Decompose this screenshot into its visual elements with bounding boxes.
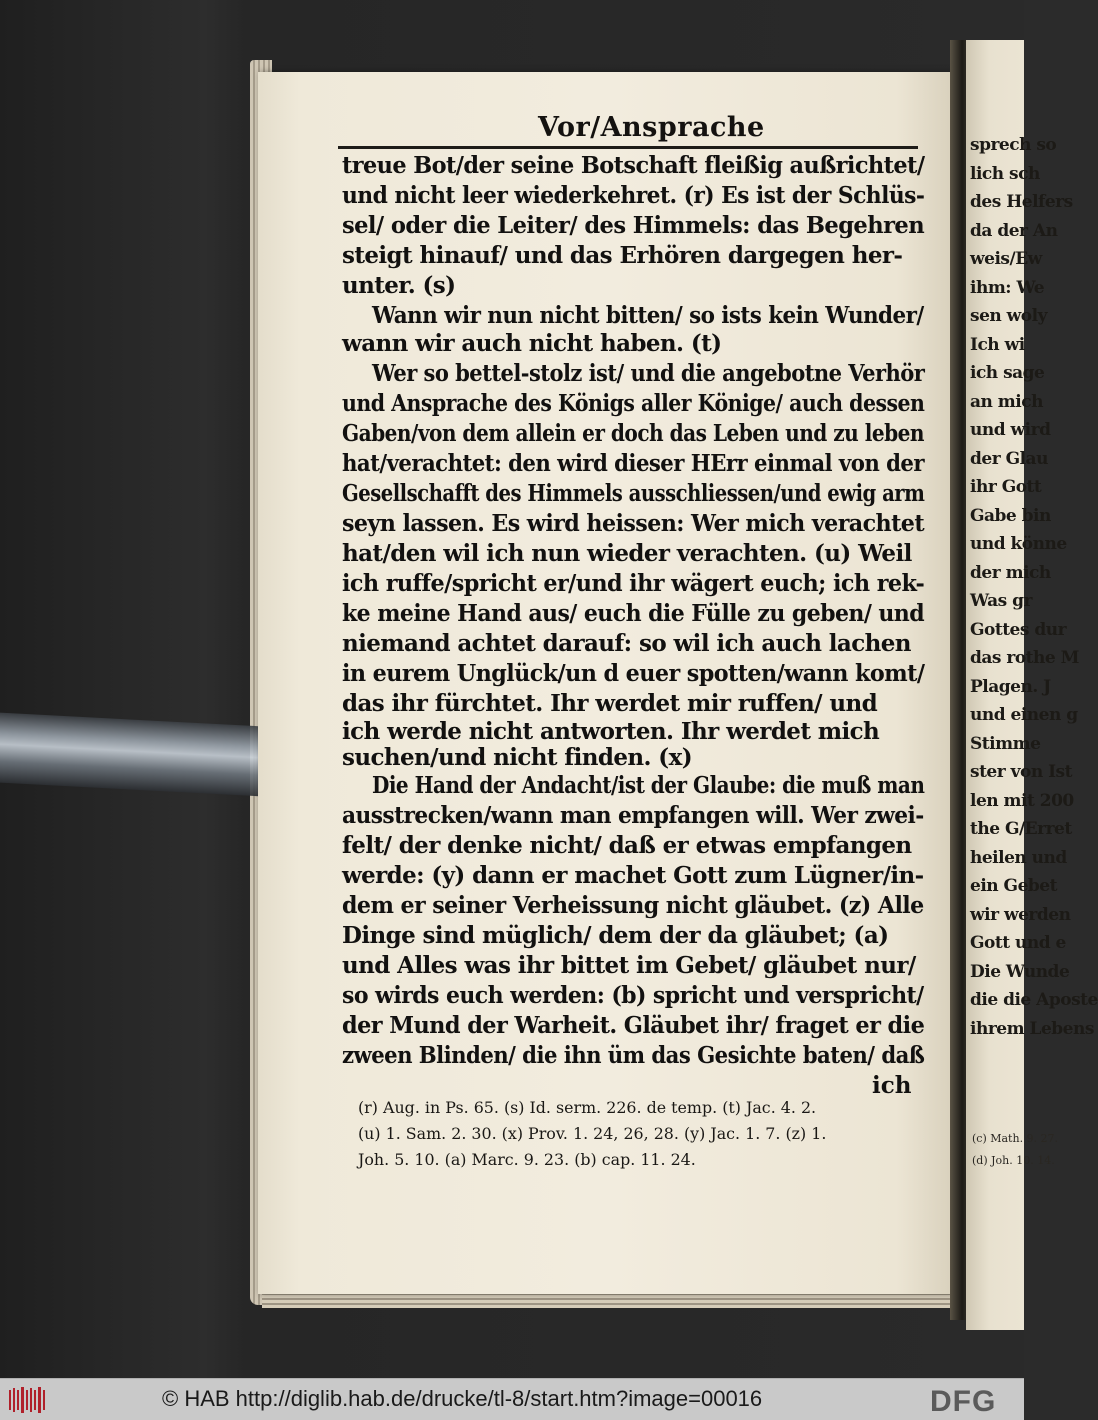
right-page-text-line: weis/Ew — [970, 249, 1042, 269]
right-page-text-line: ster von Ist — [970, 762, 1072, 782]
right-page-text-line: the G/Erret — [970, 819, 1072, 839]
body-text-line: in eurem Unglück/un d euer spotten/wann komt/ — [342, 660, 925, 687]
body-text-line: steigt hinauf/ und das Erhören dargegen her- — [342, 242, 903, 269]
body-text-line: Die Hand der Andacht/ist der Glaube: die muß man — [372, 772, 925, 799]
body-text-line: Dinge sind müglich/ dem der da gläubet; (a) — [342, 922, 889, 949]
right-page-fragment — [966, 40, 1098, 1330]
body-text-line: Wann wir nun nicht bitten/ so ists kein Wunder/ — [372, 302, 924, 329]
running-head-rule — [338, 146, 918, 149]
right-page-text-line: des Helfers — [970, 192, 1073, 212]
body-text-line: hat/verachtet: den wird dieser HErr einmal von der — [342, 450, 924, 477]
right-page-text-line: len mit 200 — [970, 790, 1074, 811]
dfg-logo[interactable]: DFG — [930, 1385, 997, 1418]
book-clip-strap — [0, 713, 280, 798]
body-text-line: der Mund der Warheit. Gläubet ihr/ fraget er die — [342, 1012, 925, 1039]
right-page-text-line: sen woly — [970, 306, 1047, 326]
right-page-text-line: ihr Gott — [970, 477, 1042, 497]
body-text-line: ich werde nicht antworten. Ihr werdet mich — [342, 718, 880, 745]
body-text-line: so wirds euch werden: (b) spricht und verspricht/ — [342, 982, 924, 1009]
body-text-line: das ihr fürchtet. Ihr werdet mir ruffen/ und — [342, 690, 878, 717]
body-text-line: niemand achtet darauf: so wil ich auch lachen — [342, 630, 911, 657]
right-page-note: (c) Math. 9. 27. — [972, 1132, 1059, 1145]
body-text-line: ke meine Hand aus/ euch die Fülle zu geben/ und — [342, 600, 925, 627]
hab-logo-icon[interactable] — [8, 1386, 48, 1414]
right-page-text-line: ich sage — [970, 363, 1045, 383]
body-text-line: und Alles was ihr bittet im Gebet/ gläubet nur/ — [342, 952, 916, 979]
body-text-line: Wer so bettel-stolz ist/ und die angebotne Verhör — [372, 360, 925, 387]
right-page-text-line: Was gr — [970, 591, 1032, 611]
right-page-text-line: das rothe M — [970, 648, 1079, 668]
right-page-text-line: ihm: We — [970, 277, 1045, 298]
copyright-link[interactable]: © HAB http://diglib.hab.de/drucke/tl-8/start.htm?image=00016 — [162, 1386, 763, 1411]
right-page-text-line: ein Gebet — [970, 876, 1057, 896]
body-text-line: unter. (s) — [342, 272, 456, 299]
right-page-text-line: sprech so — [970, 135, 1057, 155]
right-page-text-line: der Glau — [970, 448, 1048, 469]
right-page-text-line: an mich — [970, 391, 1043, 412]
footnote-line: (r) Aug. in Ps. 65. (s) Id. serm. 226. de temp. (t) Jac. 4. 2. — [358, 1098, 817, 1117]
body-text-line: treue Bot/der seine Botschaft fleißig außrichtet/ — [342, 152, 925, 179]
right-page-text-line: lich sch — [970, 163, 1040, 184]
right-page-text-line: Gott und e — [970, 933, 1066, 953]
right-page-text-line: Gottes dur — [970, 619, 1067, 640]
body-text-line: seyn lassen. Es wird heissen: Wer mich verachtet — [342, 510, 925, 537]
right-page-text-line: die die Aposte — [970, 990, 1098, 1010]
body-text-line: Gesellschafft des Himmels ausschliessen/und ewig arm — [342, 480, 925, 507]
right-page-text-line: wir werden — [970, 904, 1071, 925]
footnote-line: Joh. 5. 10. (a) Marc. 9. 23. (b) cap. 11. 24. — [358, 1150, 696, 1169]
right-page-text-line: Gabe bin — [970, 505, 1051, 526]
body-text-line: und nicht leer wiederkehret. (r) Es ist der Schlüs- — [342, 182, 925, 209]
right-page-text-line: der mich — [970, 562, 1051, 583]
body-text-line: wann wir auch nicht haben. (t) — [342, 330, 722, 357]
body-text-line: und Ansprache des Königs aller Könige/ auch dessen — [342, 390, 925, 417]
right-page-text-line: Die Wunde — [970, 961, 1070, 982]
right-page-text-line: und einen g — [970, 705, 1078, 725]
footer-bar — [0, 1378, 1024, 1420]
body-text-line: hat/den wil ich nun wieder verachten. (u) Weil — [342, 540, 912, 567]
body-text-line: zween Blinden/ die ihn üm das Gesichte baten/ daß — [342, 1042, 925, 1069]
body-text-line: sel/ oder die Leiter/ des Himmels: das Begehren — [342, 212, 925, 239]
right-page-text-line: heilen und — [970, 847, 1067, 868]
body-text-line: ich ruffe/spricht er/und ihr wägert euch; ich rek- — [342, 570, 925, 597]
right-page-text-line: da der An — [970, 220, 1058, 241]
body-text-line: suchen/und nicht finden. (x) — [342, 744, 692, 771]
body-text-line: ausstrecken/wann man empfangen will. Wer zwei- — [342, 802, 924, 829]
right-page-note: (d) Joh. 10. 14. — [972, 1154, 1055, 1167]
right-page-text-line: Ich wi — [970, 334, 1025, 355]
right-page-text-line: und wird — [970, 420, 1051, 440]
right-page-text-line: Plagen. J — [970, 676, 1051, 697]
body-text-line: Gaben/von dem allein er doch das Leben und zu leben — [342, 420, 924, 447]
body-text-line: werde: (y) dann er machet Gott zum Lügner/in- — [342, 862, 924, 889]
body-text-line: felt/ der denke nicht/ daß er etwas empfangen — [342, 832, 912, 859]
running-head: Vor/Ansprache — [538, 112, 765, 143]
footnote-line: (u) 1. Sam. 2. 30. (x) Prov. 1. 24, 26, 28. (y) Jac. 1. 7. (z) 1. — [358, 1124, 827, 1143]
body-text-line: dem er seiner Verheissung nicht gläubet. (z) Alle — [342, 892, 924, 919]
right-page-text-line: Stimme — [970, 733, 1041, 754]
catchword: ich — [872, 1072, 912, 1099]
right-page-text-line: ihrem Lebens — [970, 1018, 1094, 1039]
right-page-text-line: und könne — [970, 534, 1067, 554]
